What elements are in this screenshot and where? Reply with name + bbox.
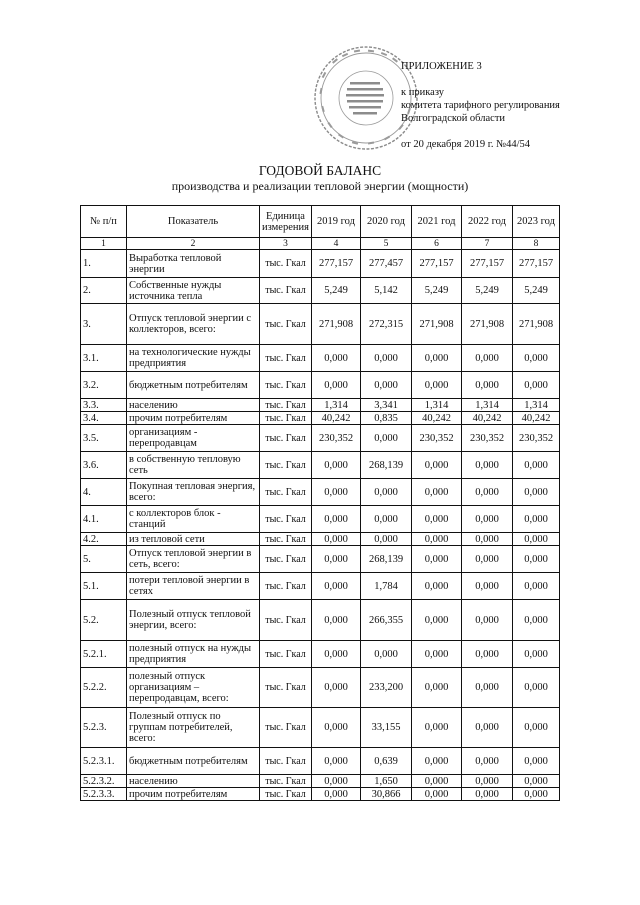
- appendix-spacer: [401, 73, 560, 86]
- column-number: 4: [312, 238, 361, 250]
- row-unit: тыс. Гкал: [260, 372, 312, 399]
- row-value: 0,000: [462, 775, 513, 788]
- row-value: 0,000: [312, 452, 361, 479]
- row-value: 0,000: [312, 533, 361, 546]
- table-row: [81, 479, 560, 506]
- document-subtitle: производства и реализации тепловой энергии (мощности): [171, 179, 469, 193]
- row-value: 0,000: [462, 641, 513, 668]
- col-header-no: № п/п: [81, 206, 127, 238]
- column-number: 1: [81, 238, 127, 250]
- row-indicator: Полезный отпуск тепловой энергии, всего:: [127, 600, 260, 641]
- table-row: [81, 641, 560, 668]
- row-value: 0,000: [412, 546, 462, 573]
- row-value: 5,249: [462, 278, 513, 304]
- row-value: 0,000: [513, 573, 560, 600]
- row-number: 5.2.3.3.: [81, 788, 127, 801]
- row-value: 0,000: [361, 533, 412, 546]
- row-number: 3.3.: [81, 399, 127, 412]
- appendix-label: ПРИЛОЖЕНИЕ 3: [401, 61, 482, 72]
- row-value: 0,000: [462, 506, 513, 533]
- table-row: [81, 506, 560, 533]
- col-header-unit: Единица измерения: [260, 206, 312, 238]
- table-header-row: [81, 206, 560, 238]
- row-number: 5.2.3.: [81, 708, 127, 748]
- row-indicator: прочим потребителям: [127, 412, 260, 425]
- table-row: [81, 788, 560, 801]
- row-value: 40,242: [312, 412, 361, 425]
- column-number: 8: [513, 238, 560, 250]
- row-unit: тыс. Гкал: [260, 600, 312, 641]
- row-indicator: Отпуск тепловой энергии с коллекторов, всего:: [127, 304, 260, 345]
- row-value: 0,000: [312, 708, 361, 748]
- row-value: 1,784: [361, 573, 412, 600]
- table-row: [81, 600, 560, 641]
- table-row: [81, 668, 560, 708]
- row-unit: тыс. Гкал: [260, 425, 312, 452]
- row-value: 0,000: [462, 546, 513, 573]
- row-number: 3.5.: [81, 425, 127, 452]
- row-value: 271,908: [462, 304, 513, 345]
- row-indicator: прочим потребителям: [127, 788, 260, 801]
- row-value: 0,000: [513, 668, 560, 708]
- row-value: 0,000: [361, 425, 412, 452]
- row-number: 3.2.: [81, 372, 127, 399]
- row-number: 3.1.: [81, 345, 127, 372]
- row-value: 0,000: [312, 641, 361, 668]
- row-value: 1,314: [513, 399, 560, 412]
- column-number-row: [81, 238, 560, 250]
- row-value: 0,000: [361, 479, 412, 506]
- row-value: 0,000: [312, 506, 361, 533]
- col-header-2021: 2021 год: [412, 206, 462, 238]
- row-value: 268,139: [361, 546, 412, 573]
- row-value: 0,000: [312, 479, 361, 506]
- row-value: 0,000: [312, 600, 361, 641]
- row-number: 1.: [81, 250, 127, 278]
- row-value: 33,155: [361, 708, 412, 748]
- row-value: 0,000: [513, 708, 560, 748]
- row-number: 3.: [81, 304, 127, 345]
- row-value: 0,000: [312, 372, 361, 399]
- row-value: 230,352: [513, 425, 560, 452]
- row-value: 0,000: [412, 788, 462, 801]
- row-unit: тыс. Гкал: [260, 668, 312, 708]
- row-value: 0,000: [412, 573, 462, 600]
- row-unit: тыс. Гкал: [260, 345, 312, 372]
- row-indicator: с коллекторов блок - станций: [127, 506, 260, 533]
- row-unit: тыс. Гкал: [260, 278, 312, 304]
- row-value: 1,650: [361, 775, 412, 788]
- table-row: [81, 399, 560, 412]
- row-number: 5.2.3.1.: [81, 748, 127, 775]
- row-unit: тыс. Гкал: [260, 788, 312, 801]
- row-value: 0,000: [513, 506, 560, 533]
- row-unit: тыс. Гкал: [260, 533, 312, 546]
- row-unit: тыс. Гкал: [260, 708, 312, 748]
- col-header-2023: 2023 год: [513, 206, 560, 238]
- row-value: 1,314: [312, 399, 361, 412]
- row-indicator: населению: [127, 775, 260, 788]
- row-value: 3,341: [361, 399, 412, 412]
- row-number: 5.: [81, 546, 127, 573]
- row-value: 0,000: [513, 345, 560, 372]
- row-value: 230,352: [462, 425, 513, 452]
- row-indicator: полезный отпуск на нужды предприятия: [127, 641, 260, 668]
- row-number: 5.2.: [81, 600, 127, 641]
- col-header-indicator: Показатель: [127, 206, 260, 238]
- row-value: 0,000: [312, 573, 361, 600]
- row-value: 1,314: [412, 399, 462, 412]
- document-title: ГОДОВОЙ БАЛАНС: [258, 163, 382, 178]
- table-row: [81, 372, 560, 399]
- row-unit: тыс. Гкал: [260, 412, 312, 425]
- table-row: [81, 250, 560, 278]
- row-number: 5.2.2.: [81, 668, 127, 708]
- row-indicator: на технологические нужды предприятия: [127, 345, 260, 372]
- row-value: 0,000: [462, 479, 513, 506]
- row-indicator: бюджетным потребителям: [127, 748, 260, 775]
- row-value: 0,000: [462, 533, 513, 546]
- row-value: 0,000: [412, 506, 462, 533]
- column-number: 2: [127, 238, 260, 250]
- row-value: 277,157: [312, 250, 361, 278]
- row-unit: тыс. Гкал: [260, 506, 312, 533]
- row-value: 5,142: [361, 278, 412, 304]
- row-number: 5.2.3.2.: [81, 775, 127, 788]
- row-value: 0,000: [361, 372, 412, 399]
- table-body: [81, 250, 560, 801]
- row-value: 0,000: [312, 748, 361, 775]
- row-value: 0,000: [462, 573, 513, 600]
- row-value: 40,242: [412, 412, 462, 425]
- row-value: 0,000: [513, 788, 560, 801]
- appendix-spacer: [401, 125, 560, 138]
- row-value: 277,457: [361, 250, 412, 278]
- row-number: 3.6.: [81, 452, 127, 479]
- table-row: [81, 412, 560, 425]
- row-value: 0,000: [412, 452, 462, 479]
- row-number: 3.4.: [81, 412, 127, 425]
- row-value: 268,139: [361, 452, 412, 479]
- appendix-region: Волгоградской области: [401, 113, 506, 124]
- column-number: 6: [412, 238, 462, 250]
- row-indicator: организациям - перепродавцам: [127, 425, 260, 452]
- table-row: [81, 708, 560, 748]
- row-value: 272,315: [361, 304, 412, 345]
- table-row: [81, 452, 560, 479]
- table-row: [81, 278, 560, 304]
- row-value: 271,908: [312, 304, 361, 345]
- appendix-block: [401, 60, 560, 151]
- row-value: 271,908: [513, 304, 560, 345]
- table-row: [81, 425, 560, 452]
- row-indicator: Полезный отпуск по группам потребителей, всего:: [127, 708, 260, 748]
- row-value: 277,157: [513, 250, 560, 278]
- table-row: [81, 573, 560, 600]
- table-row: [81, 748, 560, 775]
- row-value: 233,200: [361, 668, 412, 708]
- row-indicator: бюджетным потребителям: [127, 372, 260, 399]
- row-number: 4.: [81, 479, 127, 506]
- row-value: 0,000: [462, 748, 513, 775]
- row-value: 0,000: [412, 668, 462, 708]
- row-value: 0,000: [312, 546, 361, 573]
- row-value: 0,000: [361, 641, 412, 668]
- row-value: 0,000: [312, 775, 361, 788]
- appendix-committee: комитета тарифного регулирования: [401, 100, 560, 111]
- row-value: 0,000: [513, 479, 560, 506]
- row-indicator: из тепловой сети: [127, 533, 260, 546]
- row-value: 0,000: [513, 372, 560, 399]
- row-value: 0,000: [312, 345, 361, 372]
- row-number: 5.1.: [81, 573, 127, 600]
- row-value: 0,000: [462, 668, 513, 708]
- table-row: [81, 546, 560, 573]
- row-value: 0,000: [462, 372, 513, 399]
- table-row: [81, 775, 560, 788]
- row-value: 40,242: [462, 412, 513, 425]
- row-number: 4.2.: [81, 533, 127, 546]
- table-row: [81, 533, 560, 546]
- row-number: 4.1.: [81, 506, 127, 533]
- appendix-order-ref: к приказу: [401, 87, 444, 98]
- row-unit: тыс. Гкал: [260, 573, 312, 600]
- row-value: 0,000: [513, 452, 560, 479]
- row-value: 0,000: [513, 546, 560, 573]
- row-indicator: в собственную тепловую сеть: [127, 452, 260, 479]
- table-row: [81, 345, 560, 372]
- row-value: 0,000: [361, 345, 412, 372]
- row-value: 0,000: [412, 708, 462, 748]
- row-indicator: Выработка тепловой энергии: [127, 250, 260, 278]
- row-value: 5,249: [312, 278, 361, 304]
- row-value: 0,000: [462, 600, 513, 641]
- row-indicator: Отпуск тепловой энергии в сеть, всего:: [127, 546, 260, 573]
- row-value: 0,000: [462, 708, 513, 748]
- row-unit: тыс. Гкал: [260, 452, 312, 479]
- row-indicator: потери тепловой энергии в сетях: [127, 573, 260, 600]
- row-value: 0,000: [412, 641, 462, 668]
- row-value: 0,000: [462, 788, 513, 801]
- row-value: 0,000: [412, 748, 462, 775]
- column-number: 7: [462, 238, 513, 250]
- row-value: 0,000: [462, 452, 513, 479]
- col-header-2022: 2022 год: [462, 206, 513, 238]
- row-value: 0,000: [412, 600, 462, 641]
- row-number: 2.: [81, 278, 127, 304]
- row-value: 5,249: [412, 278, 462, 304]
- row-value: 5,249: [513, 278, 560, 304]
- row-value: 40,242: [513, 412, 560, 425]
- row-value: 277,157: [412, 250, 462, 278]
- row-value: 0,000: [361, 506, 412, 533]
- row-value: 0,000: [312, 788, 361, 801]
- row-value: 0,639: [361, 748, 412, 775]
- row-value: 277,157: [462, 250, 513, 278]
- table-row: [81, 304, 560, 345]
- row-unit: тыс. Гкал: [260, 250, 312, 278]
- row-indicator: полезный отпуск организациям – перепродавцам, всего:: [127, 668, 260, 708]
- row-unit: тыс. Гкал: [260, 546, 312, 573]
- row-value: 0,000: [312, 668, 361, 708]
- row-value: 0,000: [513, 748, 560, 775]
- row-unit: тыс. Гкал: [260, 479, 312, 506]
- row-value: 0,000: [513, 533, 560, 546]
- row-indicator: Собственные нужды источника тепла: [127, 278, 260, 304]
- col-header-2020: 2020 год: [361, 206, 412, 238]
- row-value: 30,866: [361, 788, 412, 801]
- row-unit: тыс. Гкал: [260, 399, 312, 412]
- row-value: 0,000: [412, 345, 462, 372]
- row-value: 1,314: [462, 399, 513, 412]
- row-indicator: населению: [127, 399, 260, 412]
- appendix-date: от 20 декабря 2019 г. №44/54: [401, 139, 531, 150]
- row-indicator: Покупная тепловая энергия, всего:: [127, 479, 260, 506]
- row-value: 0,000: [513, 641, 560, 668]
- row-value: 0,000: [412, 533, 462, 546]
- balance-table: [80, 205, 560, 801]
- row-value: 266,355: [361, 600, 412, 641]
- row-unit: тыс. Гкал: [260, 641, 312, 668]
- row-unit: тыс. Гкал: [260, 775, 312, 788]
- col-header-2019: 2019 год: [312, 206, 361, 238]
- column-number: 5: [361, 238, 412, 250]
- column-number: 3: [260, 238, 312, 250]
- row-unit: тыс. Гкал: [260, 748, 312, 775]
- row-value: 0,000: [513, 600, 560, 641]
- row-unit: тыс. Гкал: [260, 304, 312, 345]
- row-value: 0,000: [412, 479, 462, 506]
- row-value: 0,000: [412, 372, 462, 399]
- row-value: 0,000: [462, 345, 513, 372]
- row-value: 230,352: [312, 425, 361, 452]
- row-value: 271,908: [412, 304, 462, 345]
- row-value: 230,352: [412, 425, 462, 452]
- row-number: 5.2.1.: [81, 641, 127, 668]
- row-value: 0,000: [513, 775, 560, 788]
- row-value: 0,000: [412, 775, 462, 788]
- row-value: 0,835: [361, 412, 412, 425]
